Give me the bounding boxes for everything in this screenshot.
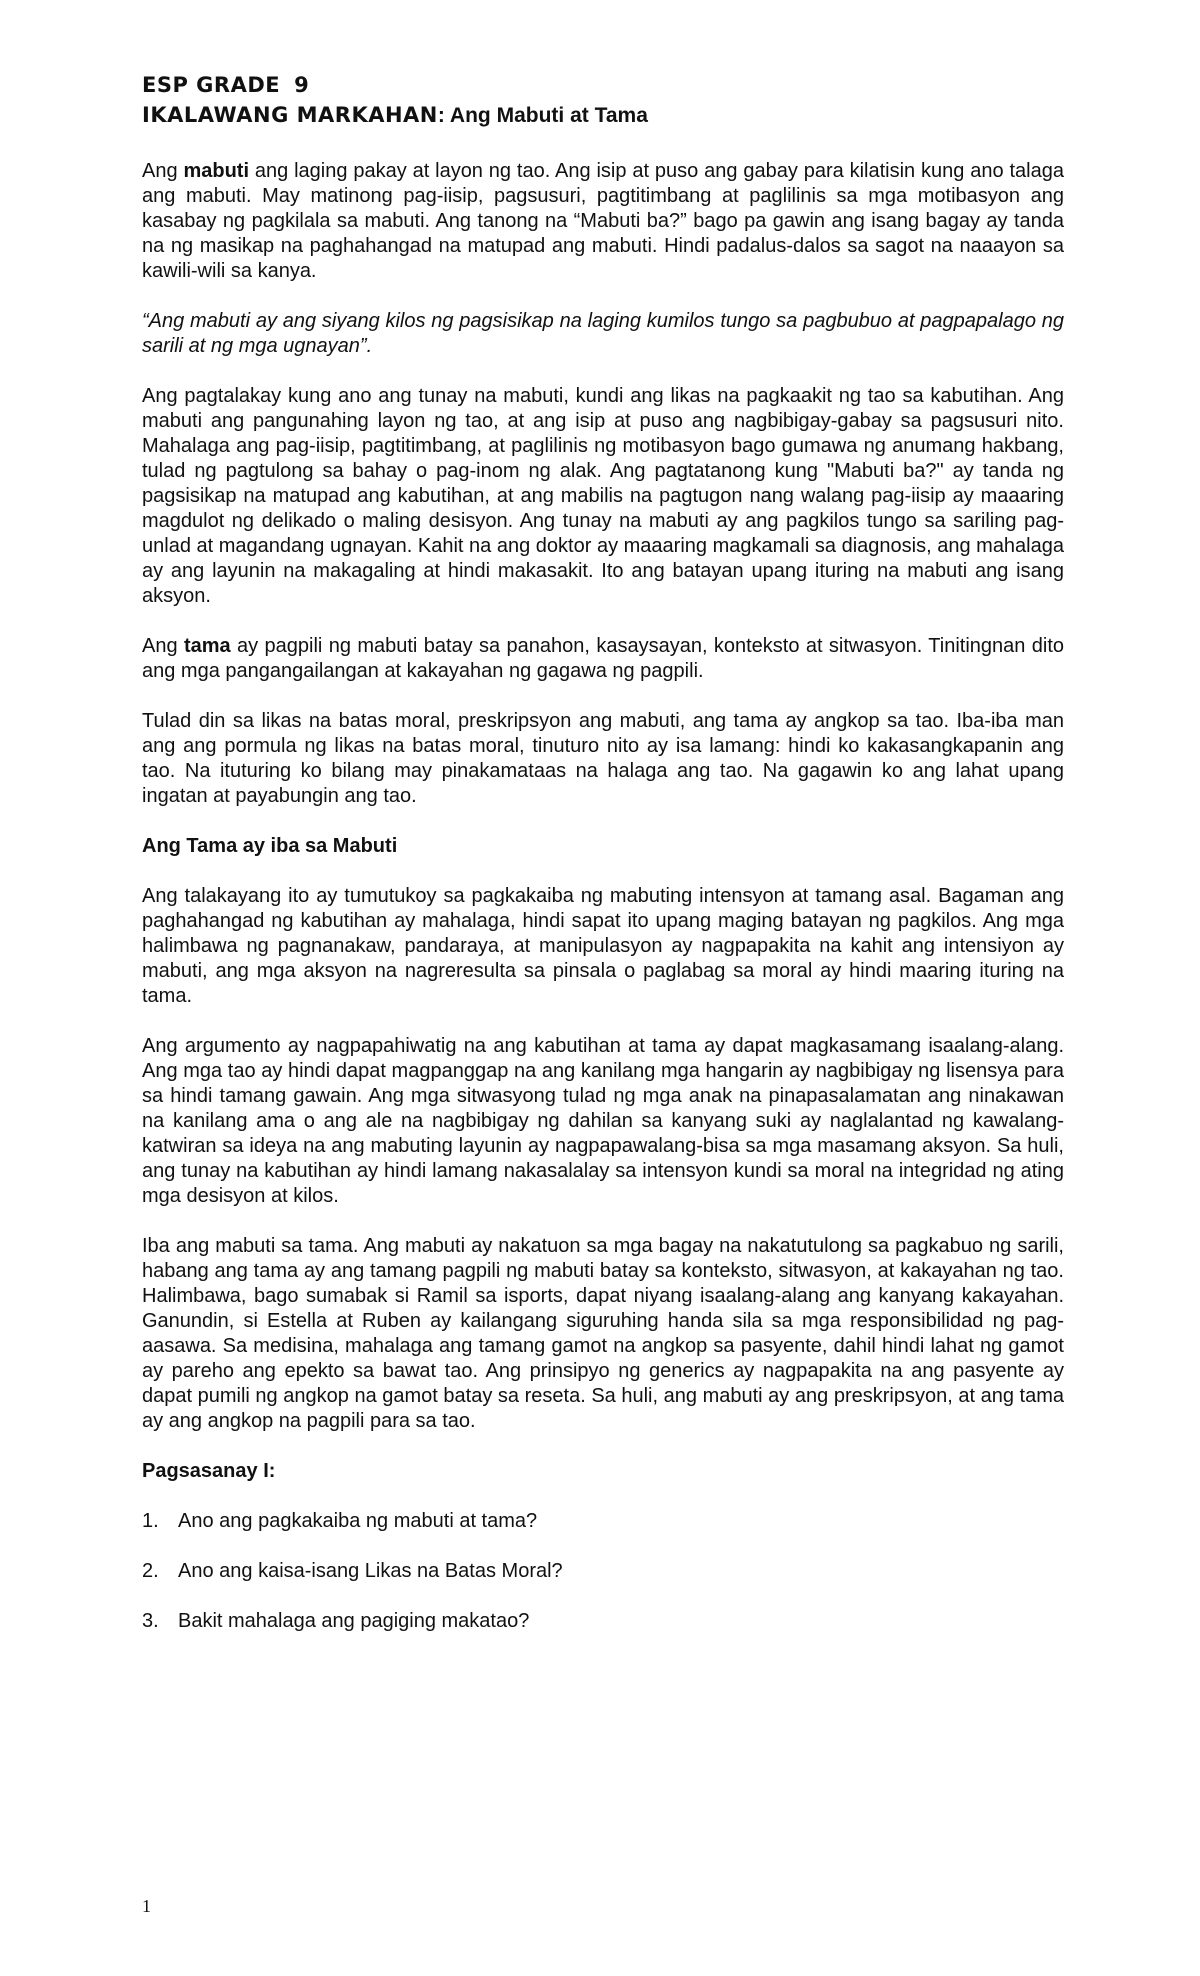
section-heading: Ang Tama ay iba sa Mabuti xyxy=(142,835,398,857)
paragraph-pagtalakay: Ang pagtalakay kung ano ang tunay na mabuti, kundi ang likas na pagkaakit ng tao sa kabutihan. Ang mabuti ang pangunahing layon ng tao, at ang isip at puso ang nagbibigay-gabay sa pagsusuri nito. Mahalaga ang pag-iisip, pagtitimbang, at paglilinis ng motibasyon bago gumawa ng anumang hakbang, tulad ng pagtulong sa bahay o pag-inom ng alak. Ang pagtatanong kung "Mabuti ba?" ay tanda ng pagsisikap na matupad ang kabutihan, at ang mabilis na pagtugon nang walang pag-iisip ay maaaring magdulot ng delikado o maling desisyon. Ang tunay na mabuti ay ang pagkilos tungo sa sariling pag-unlad at magandang ugnayan. Kahit na ang doktor ay maaaring magkamali sa diagnosis, ang mahalaga ay ang layunin na makagaling at hindi makasakit. Ito ang batayan upang ituring na mabuti ang isang aksyon. xyxy=(142,385,1064,607)
question-number: 3. xyxy=(142,1610,159,1632)
paragraph-text: Ang xyxy=(142,635,184,657)
subject-heading xyxy=(142,70,1064,100)
exercise-questions xyxy=(142,1509,1064,1634)
question-number: 2. xyxy=(142,1560,159,1582)
paragraph-text: ay pagpili ng mabuti batay sa panahon, kasaysayan, konteksto at sitwasyon. Tinitingnan dito ang mga pangangailangan at kakayahan ng gagawa ng pagpili. xyxy=(142,635,1064,682)
question-item xyxy=(142,1609,1064,1634)
paragraph-mabuti-intro xyxy=(142,159,1064,284)
subject-label: ESP GRADE xyxy=(142,73,281,97)
question-text: Ano ang pagkakaiba ng mabuti at tama? xyxy=(178,1510,538,1532)
quarter-separator: : xyxy=(437,104,445,127)
document-page xyxy=(142,70,1064,1659)
paragraph-text: Ang xyxy=(142,160,184,182)
quote-definition: “Ang mabuti ay ang siyang kilos ng pagsisikap na laging kumilos tungo sa pagbubuo at pagpapalago ng sarili at ng mga ugnayan”. xyxy=(142,310,1064,357)
paragraph-text: ang laging pakay at layon ng tao. Ang isip at puso ang gabay para kilatisin kung ano talaga ang mabuti. May matinong pag-iisip, pagsusuri, pagtitimbang at paglilinis sa mga motibasyon ang kasabay ng pagkilala sa mabuti. Ang tanong na “Mabuti ba?” bago pa gawin ang isang bagay ay tanda na ng masikap na paghahangad na matupad ang mabuti. Hindi padalus-dalos sa sagot na naaayon sa kawili-wili sa kanya. xyxy=(142,160,1064,282)
paragraph-talakayan: Ang talakayang ito ay tumutukoy sa pagkakaiba ng mabuting intensyon at tamang asal. Bagaman ang paghahangad ng kabutihan ay mahalaga, hindi sapat ito upang maging batayan ng pagkilos. Ang mga halimbawa ng pagnanakaw, pandaraya, at manipulasyon ay nagpapakita na kahit ang intensiyon ay mabuti, ang mga aksyon na nagreresulta sa pinsala o paglabag sa moral ay hindi maaring ituring na tama. xyxy=(142,885,1064,1007)
exercise-heading: Pagsasanay I: xyxy=(142,1460,276,1482)
term-tama: tama xyxy=(183,635,231,657)
paragraph-iba-ang-mabuti: Iba ang mabuti sa tama. Ang mabuti ay nakatuon sa mga bagay na nakatutulong sa pagkabuo ng sarili, habang ang tama ay ang tamang pagpili ng mabuti batay sa konteksto, sitwasyon, at kakayahan ng tao. Halimbawa, bago sumabak si Ramil sa isports, dapat niyang isaalang-alang ang kanyang kakayahan. Ganundin, si Estella at Ruben ay kailangang siguruhing handa sila sa mga responsibilidad ng pag-aasawa. Sa medisina, mahalaga ang tamang gamot na angkop sa pasyente, dahil hindi lahat ng gamot ay pareho ang epekto sa bawat tao. Ang prinsipyo ng generics ay nagpapakita na ang pasyente ay dapat pumili ng angkop na gamot batay sa reseta. Sa huli, ang mabuti ay ang preskripsyon, at ang tama ay ang angkop na pagpili para sa tao. xyxy=(142,1235,1064,1432)
paragraph-argumento: Ang argumento ay nagpapahiwatig na ang kabutihan at tama ay dapat magkasamang isaalang-alang. Ang mga tao ay hindi dapat magpanggap na ang kanilang mga hangarin ay nagbibigay ng lisensya para sa hindi tamang gawain. Ang mga sitwasyong tulad ng mga anak na pinapasalamatan ang ninakawan na kanilang ama o ang ale na nagbibigay ng dahilan sa kanyang suki ay naglalantad ng kawalang-katwiran sa ideya na ang mabuting layunin ay nagpapawalang-bisa sa mga masamang aksyon. Sa huli, ang tunay na kabutihan ay hindi lamang nakasalalay sa intensyon kundi sa moral na integridad ng ating mga desisyon at kilos. xyxy=(142,1035,1064,1207)
paragraph-likas-na-batas: Tulad din sa likas na batas moral, preskripsyon ang mabuti, ang tama ay angkop sa tao. Iba-iba man ang ang pormula ng likas na batas moral, tinuturo nito ay isa lamang: hindi ko kakasangkapanin ang tao. Na ituturing ko bilang may pinakamataas na halaga ang tao. Na gagawin ko ang lahat upang ingatan at payabungin ang tao. xyxy=(142,710,1064,807)
paragraph-tama-intro xyxy=(142,634,1064,684)
question-text: Bakit mahalaga ang pagiging makatao? xyxy=(178,1610,530,1632)
topic-title: Ang Mabuti at Tama xyxy=(444,104,648,127)
question-item xyxy=(142,1509,1064,1534)
question-item xyxy=(142,1559,1064,1584)
grade-number: 9 xyxy=(294,73,310,97)
quarter-heading xyxy=(142,100,1064,131)
question-number: 1. xyxy=(142,1510,159,1532)
quarter-label: IKALAWANG MARKAHAN xyxy=(142,103,438,127)
question-text: Ano ang kaisa-isang Likas na Batas Moral? xyxy=(178,1560,563,1582)
term-mabuti: mabuti xyxy=(183,160,250,182)
heading-spacer xyxy=(142,131,1064,159)
page-number: 1 xyxy=(142,1896,151,1916)
